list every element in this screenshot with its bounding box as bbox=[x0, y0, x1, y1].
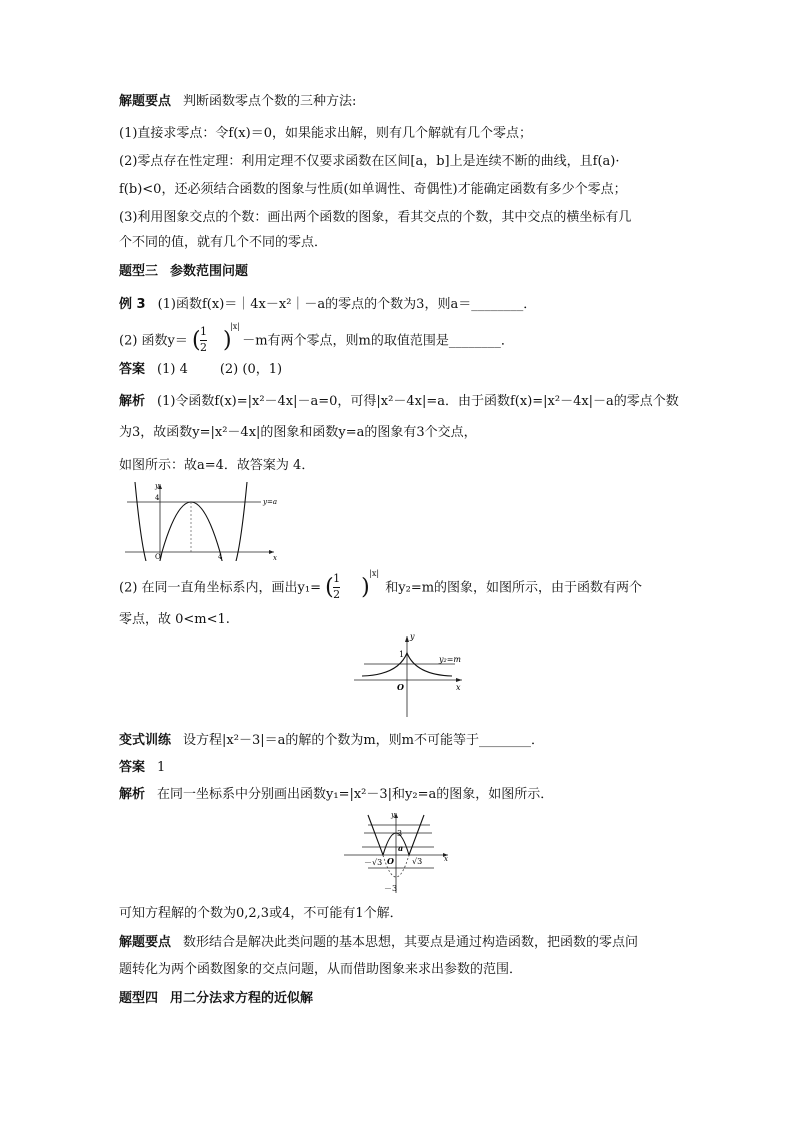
axis-x-label: x bbox=[273, 554, 277, 561]
axis-y-label: y bbox=[391, 811, 395, 819]
variant-training-q: 变式训练 设方程|x²－3|＝a的解的个数为m，则m不可能等于________． bbox=[119, 733, 544, 748]
tick-3-y: 3 bbox=[397, 829, 403, 838]
fraction-half: ( 1 2 ) |x| bbox=[192, 322, 240, 354]
axis-y-label: y bbox=[410, 632, 415, 641]
figure-abs-quadratic bbox=[119, 478, 281, 561]
heading-type4: 题型四 用二分法求方程的近似解 bbox=[119, 991, 314, 1006]
tick-4-x: 4 bbox=[218, 553, 223, 561]
tick-neg3-y: －3 bbox=[384, 884, 398, 893]
axis-x-label: x bbox=[444, 855, 448, 863]
example-3-q1: 例 3 (1)函数f(x)＝｜4x－x²｜－a的零点的个数为3，则a＝________． bbox=[119, 297, 537, 312]
axis-x-label: x bbox=[456, 683, 461, 692]
line-label: y₂=m bbox=[439, 655, 462, 664]
a-label: a bbox=[398, 843, 404, 853]
line-label: y=a bbox=[263, 498, 277, 506]
origin-label: O bbox=[155, 553, 161, 561]
tick-1-y: 1 bbox=[399, 650, 405, 659]
variant-solution: 解析 在同一坐标系中分别画出函数y₁=|x²－3|和y₂=a的图象，如图所示． bbox=[119, 787, 554, 802]
solution-2a: (2) 在同一直角坐标系内，画出y₁= ( 1 2 ) |x| 和y₂=m的图象，如图所示，由于函数有两个 bbox=[119, 569, 643, 601]
heading-type3: 题型三 参数范围问题 bbox=[119, 264, 249, 279]
solution-2b: 零点，故 0<m<1. bbox=[119, 612, 230, 627]
method-3a: (3)利用图象交点的个数：画出两个函数的图象，看其交点的个数，其中交点的横坐标有几 bbox=[119, 210, 632, 225]
fraction-half-2: ( 1 2 ) |x| bbox=[325, 569, 380, 601]
method-2a: (2)零点存在性定理：利用定理不仅要求函数在区间[a，b]上是连续不断的曲线，且f(a)· bbox=[119, 154, 620, 169]
tick-neg-root3: －√3 bbox=[364, 858, 383, 867]
figure-abs-x2-3 bbox=[340, 811, 460, 895]
method-3b: 个不同的值，就有几个不同的零点． bbox=[119, 235, 328, 250]
figure-exp-abs bbox=[350, 632, 475, 720]
tick-root3: √3 bbox=[412, 857, 423, 866]
variant-conclusion: 可知方程解的个数为0,2,3或4，不可能有1个解． bbox=[119, 906, 403, 921]
example-3-answer: 答案 (1) 4 (2) (0，1) bbox=[119, 362, 283, 377]
method-2b: f(b)<0，还必须结合函数的图象与性质(如单调性、奇偶性)才能确定函数有多少个零点； bbox=[119, 182, 627, 197]
example-3-q2: (2) 函数y＝ ( 1 2 ) |x| －m有两个零点，则m的取值范围是________． bbox=[119, 322, 514, 354]
origin-label: O bbox=[387, 856, 394, 866]
method-1: (1)直接求零点：令f(x)＝0，如果能求出解，则有几个解就有几个零点； bbox=[119, 126, 532, 141]
tick-4-y: 4 bbox=[155, 494, 160, 502]
tips-2a: 解题要点 数形结合是解决此类问题的基本思想，其要点是通过构造函数，把函数的零点问 bbox=[119, 935, 639, 950]
solution-1a: 解析 (1)令函数f(x)=|x²－4x|－a=0，可得|x²－4x|=a．由于函数f(x)=|x²－4x|－a的零点个数 bbox=[119, 394, 679, 409]
axis-y-label: y bbox=[155, 482, 159, 490]
solution-1c: 如图所示：故a=4．故答案为 4． bbox=[119, 458, 315, 473]
tips-2b: 题转化为两个函数图象的交点问题，从而借助图象来求出参数的范围． bbox=[119, 962, 523, 977]
origin-label: O bbox=[397, 682, 404, 692]
variant-answer: 答案 1 bbox=[119, 760, 166, 775]
tips-1: 解题要点 判断函数零点个数的三种方法: bbox=[119, 94, 357, 109]
solution-1b: 为3，故函数y=|x²－4x|的图象和函数y=a的图象有3个交点， bbox=[119, 425, 477, 440]
